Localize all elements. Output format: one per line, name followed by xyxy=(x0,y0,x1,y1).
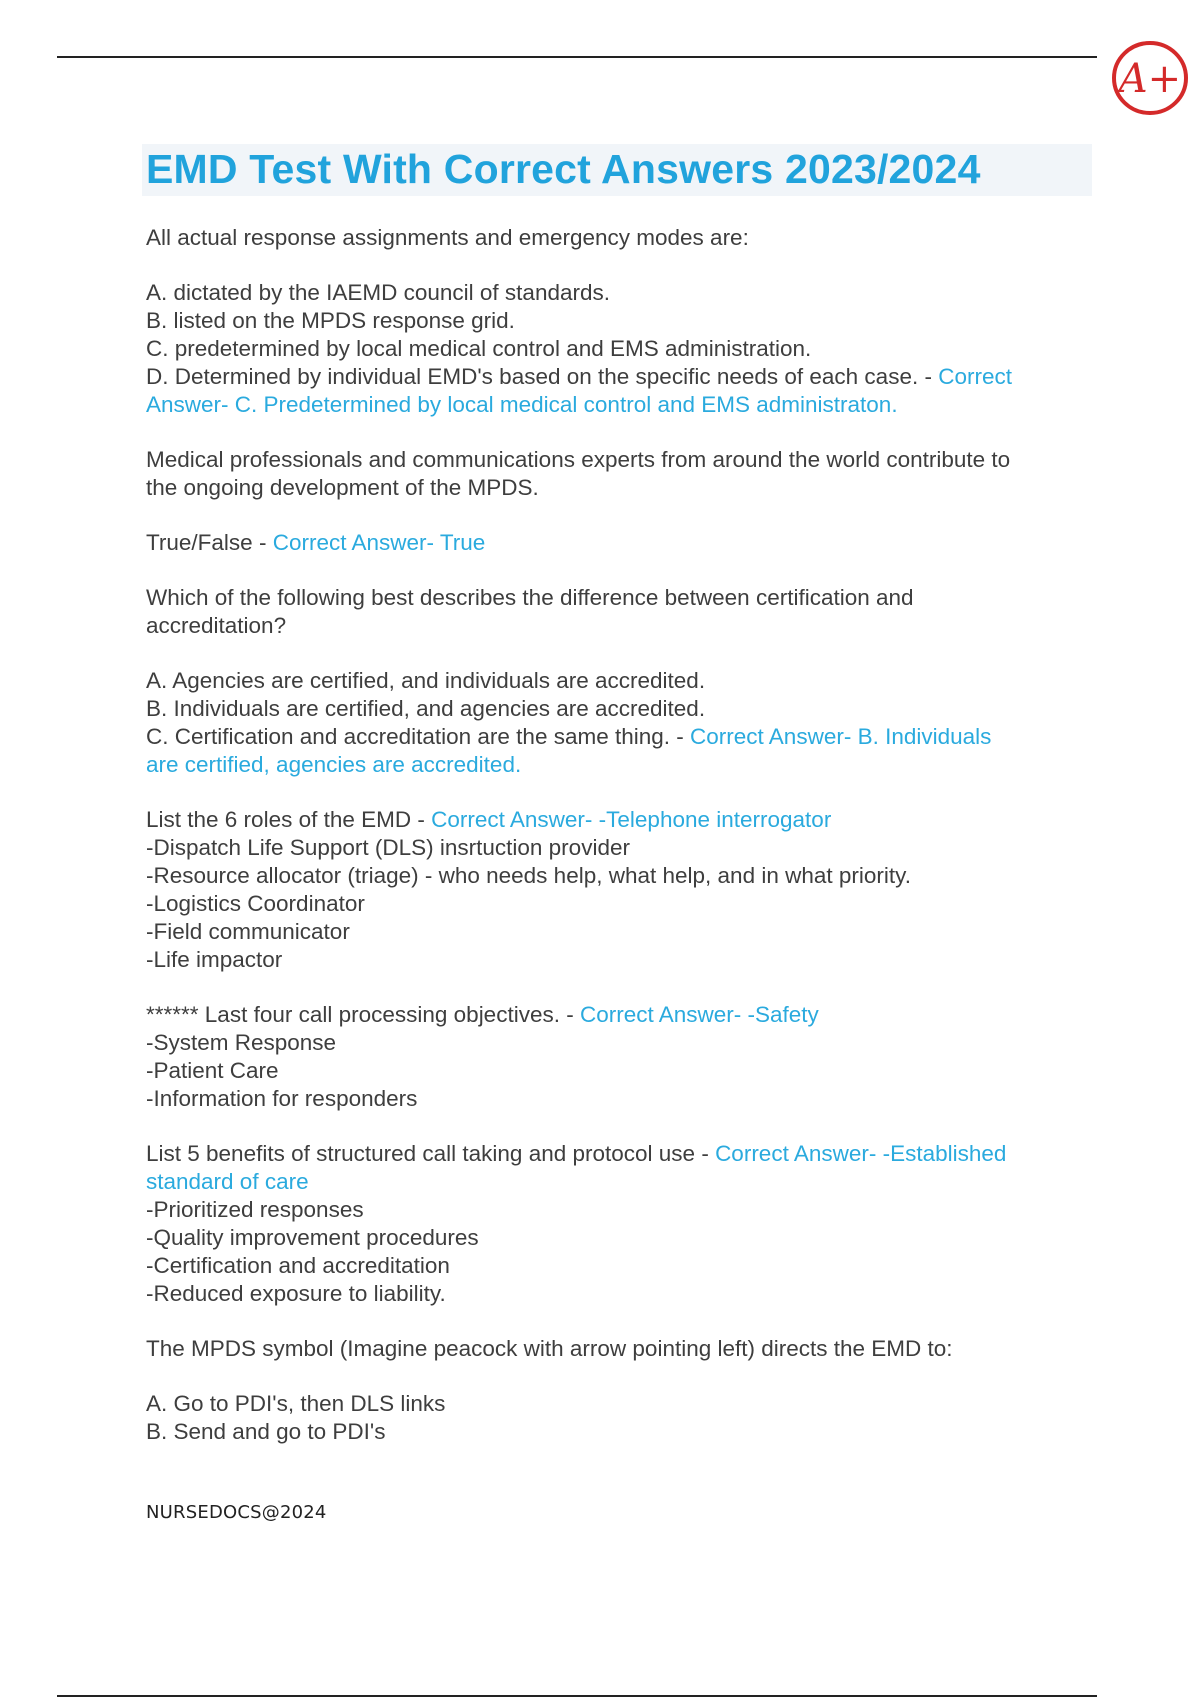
question-stem xyxy=(146,1140,1086,1168)
list-item: -Field communicator xyxy=(146,919,350,944)
question-3 xyxy=(146,584,1086,640)
question-2-answer xyxy=(146,529,1086,557)
correct-answer: Correct Answer- -Established xyxy=(715,1141,1007,1166)
option-c: C. predetermined by local medical control and EMS administration. xyxy=(146,336,812,361)
list-item: -Quality improvement procedures xyxy=(146,1225,479,1250)
option-d-text: D. Determined by individual EMD's based on the specific needs of each case. - xyxy=(146,364,939,389)
correct-answer: Correct Answer- B. Individuals xyxy=(690,724,992,749)
question-5 xyxy=(146,1001,1086,1113)
option-b: B. listed on the MPDS response grid. xyxy=(146,308,515,333)
list-item: -System Response xyxy=(146,1030,337,1055)
correct-answer: Correct Answer- -Safety xyxy=(579,1002,819,1027)
prompt-text: True/False - xyxy=(146,530,273,555)
question-stem-continued: accreditation? xyxy=(146,613,287,638)
footer-watermark: NURSEDOCS@2024 xyxy=(146,1502,327,1523)
option-b: B. Individuals are certified, and agencies are accredited. xyxy=(146,696,706,721)
question-stem: Medical professionals and communications experts from around the world contribute to xyxy=(146,447,1011,472)
option-d xyxy=(146,363,1086,391)
question-4 xyxy=(146,806,1086,974)
correct-answer: Correct Answer- -Telephone interrogator xyxy=(431,807,832,832)
option-b: B. Send and go to PDI's xyxy=(146,1419,386,1444)
correct-answer-continued: Answer- C. Predetermined by local medical control and EMS administraton. xyxy=(146,392,898,417)
question-7-options xyxy=(146,1390,1086,1446)
stem-text: ****** Last four call processing objectives. - xyxy=(146,1002,580,1027)
question-stem: Which of the following best describes the difference between certification and xyxy=(146,585,914,610)
list-item: -Reduced exposure to liability. xyxy=(146,1281,446,1306)
page-title: EMD Test With Correct Answers 2023/2024 xyxy=(146,146,981,192)
top-rule xyxy=(57,56,1097,58)
correct-answer-continued: are certified, agencies are accredited. xyxy=(146,752,522,777)
list-item: -Prioritized responses xyxy=(146,1197,364,1222)
list-item: -Resource allocator (triage) - who needs help, what help, and in what priority. xyxy=(146,863,911,888)
correct-answer: Correct Answer- True xyxy=(272,530,486,555)
question-6 xyxy=(146,1140,1086,1308)
question-3-options xyxy=(146,667,1086,779)
option-c xyxy=(146,723,1086,751)
bottom-rule xyxy=(57,1695,1097,1697)
true-false-line xyxy=(146,529,1086,557)
question-7 xyxy=(146,1335,1086,1363)
question-1-options xyxy=(146,279,1086,419)
question-1 xyxy=(146,224,1086,252)
option-c-text: C. Certification and accreditation are the same thing. - xyxy=(146,724,691,749)
document-body xyxy=(146,224,1086,1473)
list-item: -Certification and accreditation xyxy=(146,1253,450,1278)
question-stem: All actual response assignments and emergency modes are: xyxy=(146,225,749,250)
stem-text: List 5 benefits of structured call taking and protocol use - xyxy=(146,1141,716,1166)
list-item: -Information for responders xyxy=(146,1086,418,1111)
grade-badge-icon xyxy=(1110,38,1190,118)
question-stem-continued: the ongoing development of the MPDS. xyxy=(146,475,539,500)
question-stem xyxy=(146,1001,1086,1029)
question-stem: The MPDS symbol (Imagine peacock with arrow pointing left) directs the EMD to: xyxy=(146,1336,953,1361)
grade-badge-text: A+ xyxy=(1118,56,1182,102)
question-2 xyxy=(146,446,1086,502)
correct-answer-continued: standard of care xyxy=(146,1169,309,1194)
option-a: A. Go to PDI's, then DLS links xyxy=(146,1391,446,1416)
stem-text: List the 6 roles of the EMD - xyxy=(146,807,432,832)
option-a: A. Agencies are certified, and individuals are accredited. xyxy=(146,668,706,693)
list-item: -Dispatch Life Support (DLS) insrtuction provider xyxy=(146,835,630,860)
list-item: -Life impactor xyxy=(146,947,283,972)
list-item: -Logistics Coordinator xyxy=(146,891,365,916)
correct-answer: Correct xyxy=(938,364,1012,389)
question-stem xyxy=(146,806,1086,834)
list-item: -Patient Care xyxy=(146,1058,279,1083)
option-a: A. dictated by the IAEMD council of standards. xyxy=(146,280,610,305)
